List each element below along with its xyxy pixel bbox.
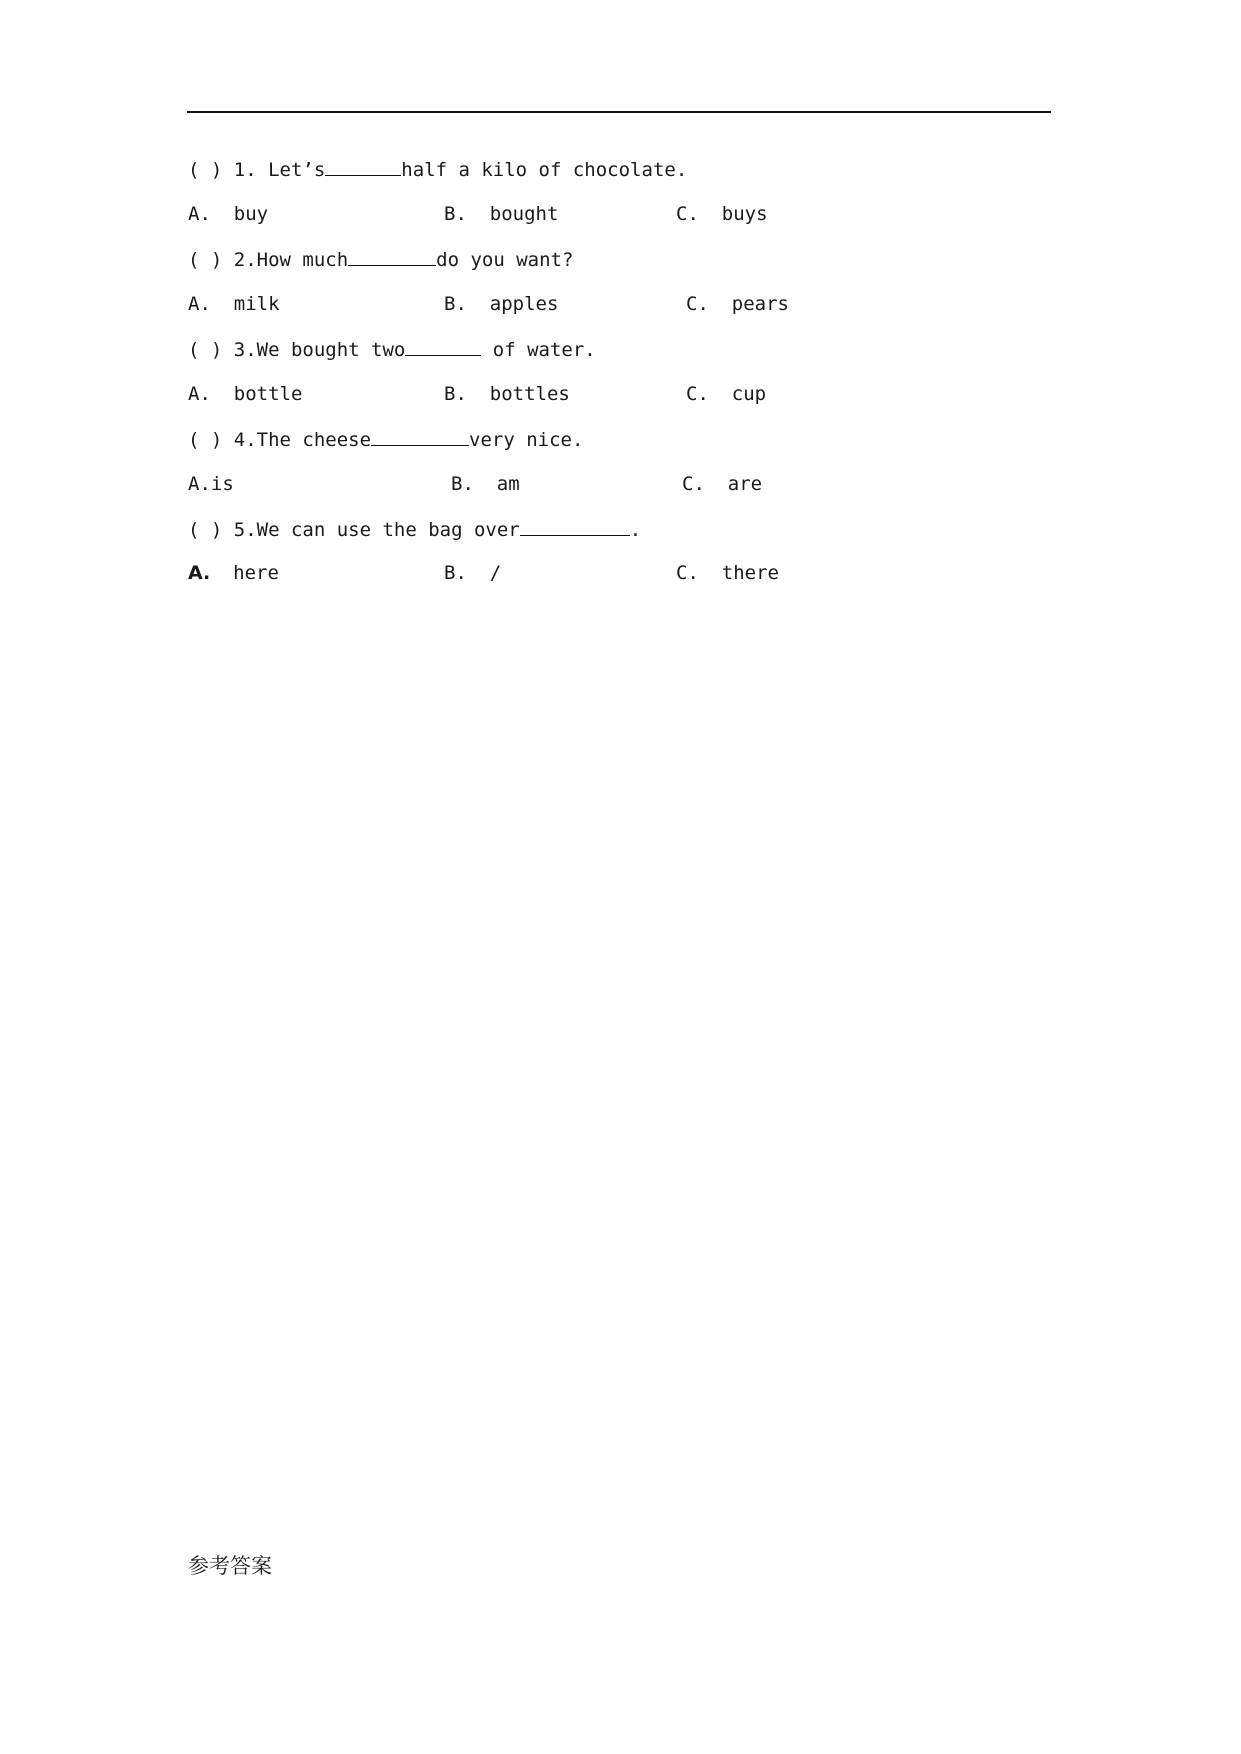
- question-1-stem-after: half a kilo of chocolate.: [401, 159, 688, 181]
- question-1-stem-before: ( ) 1. Let’s: [188, 159, 326, 181]
- question-1-option-c[interactable]: C. buys: [676, 203, 768, 225]
- question-1-option-b[interactable]: B. bought: [444, 203, 559, 225]
- question-2-option-a[interactable]: A. milk: [188, 293, 280, 315]
- question-2-option-b[interactable]: B. apples: [444, 293, 559, 315]
- answer-key-heading: 参考答案: [188, 1554, 272, 1578]
- question-4-option-a[interactable]: A.is: [188, 473, 234, 495]
- answer-blank-1[interactable]: [325, 157, 401, 176]
- question-5: [188, 517, 641, 542]
- question-4-option-b[interactable]: B. am: [451, 473, 520, 495]
- answer-blank-2[interactable]: [348, 247, 436, 266]
- answer-blank-3[interactable]: [405, 337, 481, 356]
- question-5-option-a-text: here: [233, 562, 279, 584]
- question-2: [188, 247, 573, 272]
- question-2-option-c[interactable]: C. pears: [686, 293, 789, 315]
- question-5-stem-before: ( ) 5.We can use the bag over: [188, 519, 520, 541]
- question-3-stem-after: of water.: [481, 339, 596, 361]
- question-4-stem-before: ( ) 4.The cheese: [188, 429, 372, 451]
- answer-blank-4[interactable]: [371, 427, 469, 446]
- question-5-option-a[interactable]: [188, 561, 279, 585]
- question-5-option-b[interactable]: B. /: [444, 562, 502, 584]
- question-5-option-c[interactable]: C. there: [676, 562, 779, 584]
- answer-blank-5[interactable]: [520, 517, 630, 536]
- question-1: [188, 157, 687, 182]
- question-5-stem-after: .: [629, 519, 642, 541]
- question-3-option-b[interactable]: B. bottles: [444, 383, 570, 405]
- question-4: [188, 427, 583, 452]
- question-4-stem-after: very nice.: [469, 429, 584, 451]
- question-3-option-a[interactable]: A. bottle: [188, 383, 303, 405]
- question-3: [188, 337, 596, 362]
- question-4-option-c[interactable]: C. are: [682, 473, 763, 495]
- question-3-stem-before: ( ) 3.We bought two: [188, 339, 406, 361]
- question-2-stem-before: ( ) 2.How much: [188, 249, 349, 271]
- question-3-option-c[interactable]: C. cup: [686, 383, 767, 405]
- question-1-option-a[interactable]: A. buy: [188, 203, 269, 225]
- question-2-stem-after: do you want?: [436, 249, 574, 271]
- header-rule: [187, 111, 1051, 113]
- question-5-option-a-letter: A.: [188, 562, 211, 584]
